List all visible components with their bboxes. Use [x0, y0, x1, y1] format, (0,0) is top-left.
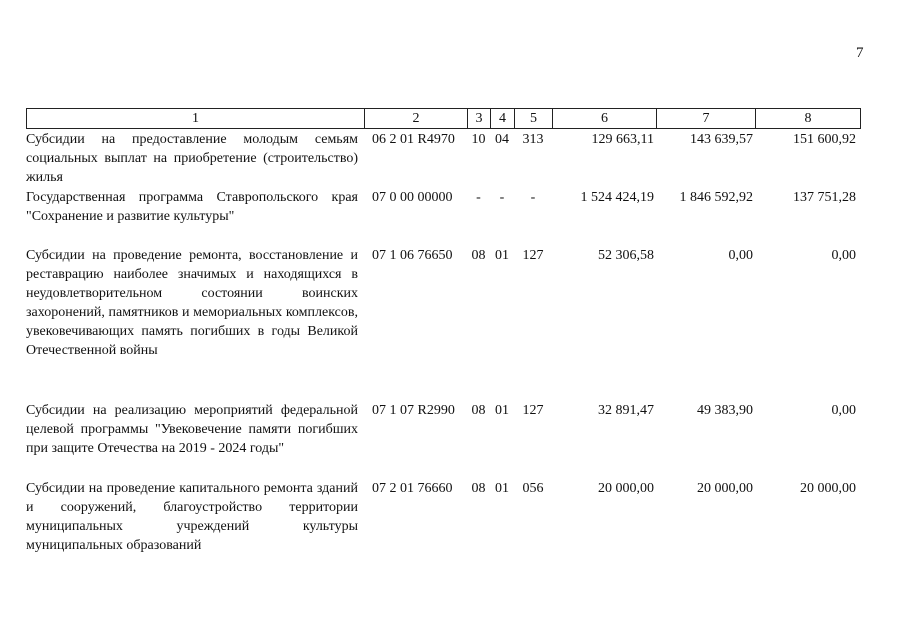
row-code: 07 1 06 76650 — [372, 248, 453, 263]
row-value-6: 32 891,47 — [598, 403, 654, 418]
row-name: Субсидии на проведение капитального ремонта зданий и сооружений, благоустройство территории муниципальных учреждений культуры муниципальных образований — [26, 481, 358, 553]
table-row — [26, 479, 860, 555]
row-code: 07 1 07 R2990 — [372, 403, 455, 418]
row-expense-type: 056 — [522, 481, 544, 496]
header-col-2: 2 — [365, 109, 468, 128]
table-row — [26, 401, 860, 458]
row-code: 06 2 01 R4970 — [372, 132, 455, 147]
row-value-8: 20 000,00 — [800, 481, 856, 496]
header-col-8: 8 — [756, 109, 861, 128]
row-section: 08 — [471, 481, 486, 496]
row-code: 07 0 00 00000 — [372, 190, 453, 205]
row-value-8: 0,00 — [831, 403, 856, 418]
row-section: - — [476, 190, 481, 205]
row-section: 10 — [471, 132, 486, 147]
header-col-3: 3 — [468, 109, 491, 128]
table-row — [26, 246, 860, 360]
row-value-6: 52 306,58 — [598, 248, 654, 263]
header-col-6: 6 — [553, 109, 657, 128]
table-header — [26, 108, 861, 129]
row-value-7: 0,00 — [728, 248, 753, 263]
table-row — [26, 188, 860, 226]
row-name: Государственная программа Ставропольского края "Сохранение и развитие культуры" — [26, 190, 358, 224]
row-section: 08 — [471, 403, 486, 418]
row-subsection: 04 — [495, 132, 509, 147]
row-name: Субсидии на реализацию мероприятий федеральной целевой программы "Увековечение памяти погибших при защите Отечества на 2019 - 2024 годы" — [26, 403, 358, 456]
header-col-4: 4 — [491, 109, 515, 128]
row-name: Субсидии на предоставление молодым семьям социальных выплат на приобретение (строительство) жилья — [26, 132, 358, 185]
row-subsection: 01 — [495, 403, 509, 418]
table-row — [26, 130, 860, 187]
row-value-8: 151 600,92 — [793, 132, 856, 147]
row-expense-type: 313 — [522, 132, 544, 147]
header-col-7: 7 — [657, 109, 756, 128]
row-value-7: 20 000,00 — [697, 481, 753, 496]
row-section: 08 — [471, 248, 486, 263]
row-value-6: 129 663,11 — [591, 132, 654, 147]
page-number: 7 — [856, 45, 864, 61]
row-subsection: - — [499, 190, 505, 205]
row-subsection: 01 — [495, 248, 509, 263]
header-col-5: 5 — [515, 109, 553, 128]
header-col-1: 1 — [27, 109, 365, 128]
row-expense-type: 127 — [522, 248, 544, 263]
row-value-7: 143 639,57 — [690, 132, 753, 147]
row-value-7: 49 383,90 — [697, 403, 753, 418]
row-value-6: 1 524 424,19 — [580, 190, 654, 205]
row-subsection: 01 — [495, 481, 509, 496]
row-value-7: 1 846 592,92 — [679, 190, 753, 205]
row-expense-type: - — [530, 190, 536, 205]
row-expense-type: 127 — [522, 403, 544, 418]
row-value-8: 0,00 — [831, 248, 856, 263]
row-value-8: 137 751,28 — [793, 190, 856, 205]
row-code: 07 2 01 76660 — [372, 481, 453, 496]
row-value-6: 20 000,00 — [598, 481, 654, 496]
row-name: Субсидии на проведение ремонта, восстановление и реставрацию наиболее значимых и находящихся в неудовлетворительном состоянии воинских захоронений, памятников и мемориальных комплексов, увековечивающих память погибших в годы Великой Отечественной войны — [26, 248, 358, 358]
